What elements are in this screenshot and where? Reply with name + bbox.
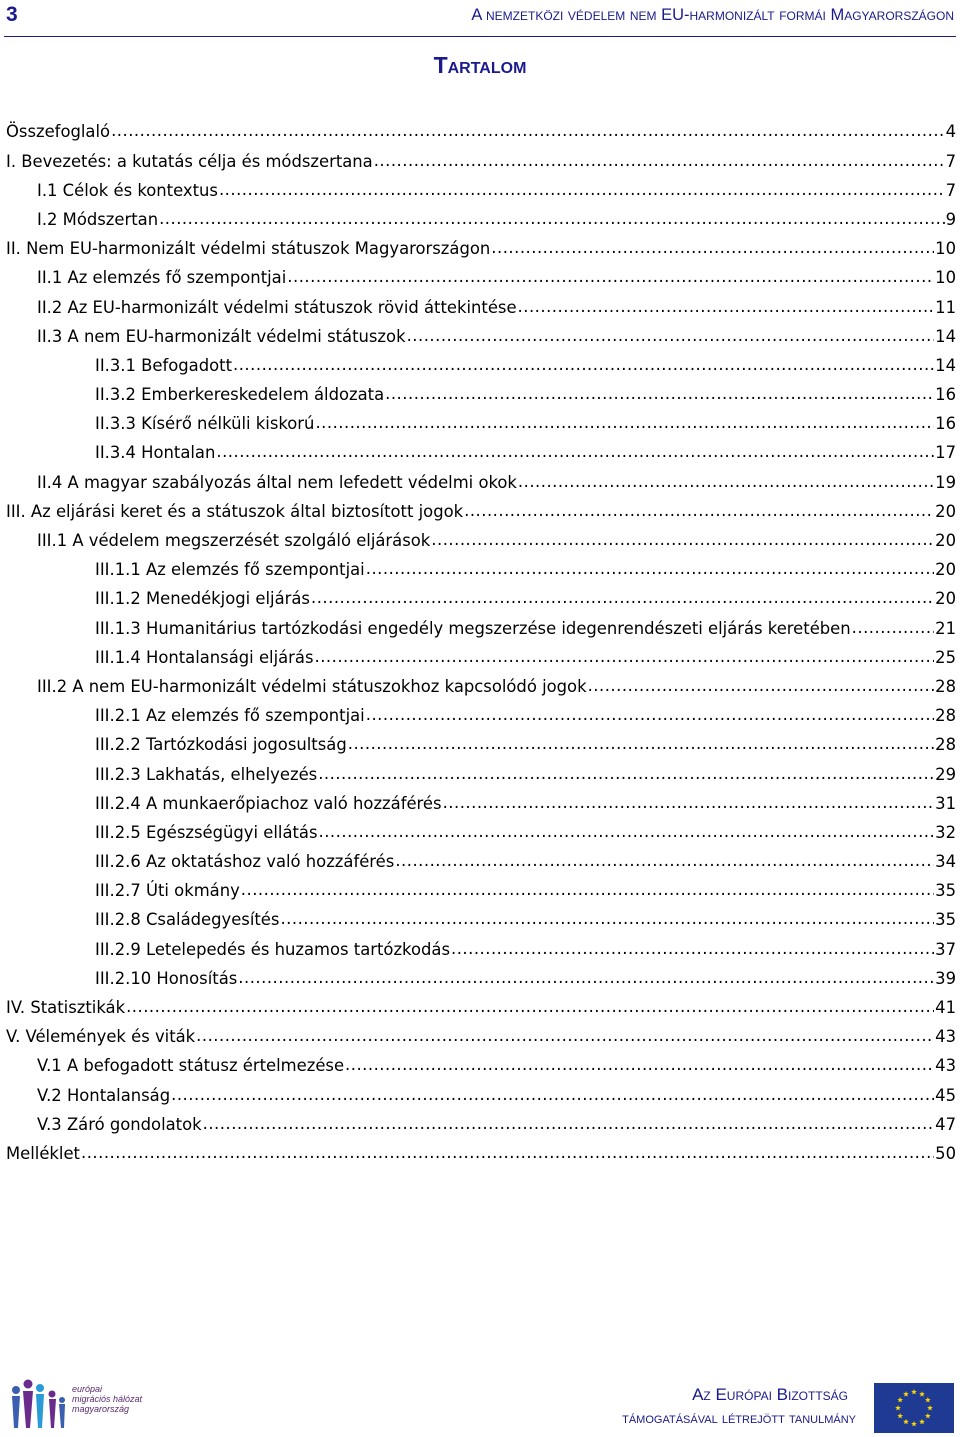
toc-entry-title: II.1 Az elemzés fő szempontjai: [37, 268, 287, 288]
toc-entry[interactable]: [6, 792, 956, 821]
toc-entry-page: 14: [935, 355, 956, 375]
toc-entry-title: III.2.3 Lakhatás, elhelyezés: [95, 764, 318, 784]
toc-entry[interactable]: [6, 1113, 956, 1142]
toc-entry-title: III.2.2 Tartózkodási jogosultság: [95, 735, 347, 755]
toc-entry-title: III. Az eljárási keret és a státuszok által biztosított jogok: [6, 501, 464, 521]
eu-flag-graphic: [874, 1383, 954, 1433]
toc-entry-title: I.2 Módszertan: [37, 209, 159, 229]
toc-entry[interactable]: [6, 997, 956, 1026]
toc-dot-leader: [852, 617, 934, 633]
toc-entry-page: 11: [935, 297, 956, 317]
toc-entry-page: 20: [935, 531, 956, 551]
toc-entry-page: 37: [935, 939, 956, 959]
toc-dot-leader: [319, 822, 935, 838]
toc-entry[interactable]: [6, 734, 956, 763]
toc-entry-title: Melléklet: [6, 1143, 80, 1163]
toc-entry-page: 29: [935, 764, 956, 784]
toc-entry-title: III.2.5 Egészségügyi ellátás: [95, 822, 318, 842]
toc-entry[interactable]: [6, 238, 956, 267]
toc-entry[interactable]: [6, 880, 956, 909]
running-title: A nemzetközi védelem nem EU-harmonizált formái Magyarországon: [471, 6, 954, 24]
toc-entry-title: V.1 A befogadott státusz értelmezése: [37, 1056, 345, 1076]
toc-dot-leader: [374, 150, 945, 166]
toc-entry[interactable]: [6, 413, 956, 442]
toc-dot-leader: [233, 355, 934, 371]
toc-entry[interactable]: [6, 1055, 956, 1084]
toc-dot-leader: [126, 997, 934, 1013]
toc-entry[interactable]: [6, 676, 956, 705]
toc-entry-title: III.2.1 Az elemzés fő szempontjai: [95, 706, 365, 726]
toc-entry-title: III.1.4 Hontalansági eljárás: [95, 647, 314, 667]
toc-entry-title: III.1.1 Az elemzés fő szempontjai: [95, 560, 365, 580]
toc-dot-leader: [280, 909, 934, 925]
eu-flag-icon: [874, 1383, 954, 1433]
toc-entry-title: III.2 A nem EU-harmonizált védelmi státuszokhoz kapcsolódó jogok: [37, 676, 587, 696]
toc-entry-page: 34: [935, 852, 956, 872]
toc-entry-title: II.3.2 Emberkereskedelem áldozata: [95, 385, 385, 405]
toc-entry-title: II.4 A magyar szabályozás által nem lefedett védelmi okok: [37, 472, 517, 492]
toc-entry-page: 45: [935, 1085, 956, 1105]
footer-line-1: Az Európai Bizottság: [692, 1385, 848, 1404]
toc-entry-page: 28: [935, 735, 956, 755]
emn-logo-text: [72, 1384, 142, 1414]
toc-entry-page: 31: [935, 793, 956, 813]
emn-logo-line: európai: [72, 1384, 103, 1394]
toc-entry-page: 20: [935, 560, 956, 580]
toc-dot-leader: [219, 179, 945, 195]
page-header: [0, 0, 960, 38]
toc-dot-leader: [431, 530, 934, 546]
toc-entry[interactable]: [6, 267, 956, 296]
toc-entry-page: 43: [935, 1027, 956, 1047]
toc-entry[interactable]: [6, 559, 956, 588]
toc-entry[interactable]: [6, 209, 956, 238]
toc-dot-leader: [385, 384, 934, 400]
emn-people-icon: [6, 1378, 68, 1430]
toc-dot-leader: [518, 296, 935, 312]
toc-entry-title: I.1 Célok és kontextus: [37, 180, 218, 200]
toc-dot-leader: [311, 588, 934, 604]
toc-entry-title: III.2.10 Honosítás: [95, 968, 238, 988]
toc-dot-leader: [366, 705, 934, 721]
toc-dot-leader: [366, 559, 934, 575]
toc-entry-page: 35: [935, 910, 956, 930]
toc-entry[interactable]: [6, 705, 956, 734]
toc-entry[interactable]: [6, 500, 956, 529]
toc-entry-title: III.1 A védelem megszerzését szolgáló eljárások: [37, 531, 431, 551]
toc-entry[interactable]: [6, 909, 956, 938]
toc-entry[interactable]: [6, 384, 956, 413]
toc-entry-page: 25: [935, 647, 956, 667]
toc-entry-title: III.2.8 Családegyesítés: [95, 910, 280, 930]
toc-entry-page: 28: [935, 676, 956, 696]
emn-logo-line: magyarország: [72, 1404, 130, 1414]
toc-entry[interactable]: [6, 938, 956, 967]
toc-title: Tartalom: [433, 52, 527, 78]
toc-entry-title: V.2 Hontalanság: [37, 1085, 171, 1105]
toc-dot-leader: [171, 1084, 934, 1100]
toc-dot-leader: [315, 646, 935, 662]
toc-entry[interactable]: [6, 325, 956, 354]
toc-dot-leader: [241, 880, 934, 896]
toc-entry-page: 35: [935, 881, 956, 901]
toc-dot-leader: [588, 676, 935, 692]
toc-dot-leader: [443, 792, 935, 808]
toc-entry-page: 28: [935, 706, 956, 726]
toc-entry-title: III.2.9 Letelepedés és huzamos tartózkodás: [95, 939, 450, 959]
toc-entry-page: 50: [935, 1143, 956, 1163]
footer-line-2: támogatásával létrejött tanulmány: [622, 1410, 856, 1427]
toc-dot-leader: [111, 121, 945, 137]
emn-logo-line: migrációs hálózat: [72, 1394, 143, 1404]
toc-entry[interactable]: [6, 530, 956, 559]
toc-entry[interactable]: [6, 646, 956, 675]
toc-entry-title: II.2 Az EU-harmonizált védelmi státuszok rövid áttekintése: [37, 297, 517, 317]
toc-dot-leader: [287, 267, 934, 283]
page-number: 3: [6, 3, 18, 26]
toc-entry[interactable]: [6, 150, 956, 179]
toc-entry[interactable]: [6, 967, 956, 996]
toc-dot-leader: [395, 851, 934, 867]
toc-entry-page: 7: [945, 180, 956, 200]
toc-dot-leader: [348, 734, 934, 750]
toc-entry-page: 10: [935, 239, 956, 259]
toc-entry[interactable]: [6, 355, 956, 384]
toc-entry-page: 4: [945, 122, 956, 142]
toc-entry-title: II.3.3 Kísérő nélküli kiskorú: [95, 414, 315, 434]
toc-entry-title: III.1.3 Humanitárius tartózkodási engedély megszerzése idegenrendészeti eljárás keretében: [95, 618, 851, 638]
toc-entry-title: I. Bevezetés: a kutatás célja és módszertana: [6, 151, 373, 171]
toc-dot-leader: [203, 1113, 935, 1129]
toc-entry-title: II. Nem EU-harmonizált védelmi státuszok Magyarországon: [6, 239, 491, 259]
toc-entry[interactable]: [6, 822, 956, 851]
toc-entry-page: 7: [945, 151, 956, 171]
toc-entry-page: 20: [935, 501, 956, 521]
toc-entry-page: 10: [935, 268, 956, 288]
toc-dot-leader: [216, 442, 934, 458]
toc-entry-page: 19: [935, 472, 956, 492]
toc-dot-leader: [451, 938, 934, 954]
toc-entry-title: III.2.6 Az oktatáshoz való hozzáférés: [95, 852, 395, 872]
toc-entry[interactable]: [6, 1084, 956, 1113]
table-of-contents: [6, 121, 956, 1172]
toc-dot-leader: [407, 325, 935, 341]
toc-entry-title: II.3.4 Hontalan: [95, 443, 216, 463]
header-rule: [4, 36, 956, 37]
toc-dot-leader: [345, 1055, 934, 1071]
toc-dot-leader: [81, 1143, 934, 1159]
toc-entry-page: 17: [935, 443, 956, 463]
toc-entry[interactable]: [6, 763, 956, 792]
toc-entry-title: Összefoglaló: [6, 122, 111, 142]
toc-entry-title: III.1.2 Menedékjogi eljárás: [95, 589, 310, 609]
toc-dot-leader: [238, 967, 934, 983]
toc-entry-title: V.3 Záró gondolatok: [37, 1114, 202, 1134]
toc-entry[interactable]: [6, 442, 956, 471]
toc-dot-leader: [159, 209, 944, 225]
toc-dot-leader: [464, 500, 934, 516]
toc-entry-page: 16: [935, 414, 956, 434]
toc-entry-page: 9: [945, 209, 956, 229]
toc-entry-page: 32: [935, 822, 956, 842]
toc-entry-title: II.3 A nem EU-harmonizált védelmi státuszok: [37, 326, 406, 346]
footer-credit: [622, 1383, 856, 1431]
toc-entry-title: IV. Statisztikák: [6, 998, 126, 1018]
toc-entry[interactable]: [6, 296, 956, 325]
toc-dot-leader: [196, 1026, 934, 1042]
toc-entry-title: III.2.4 A munkaerőpiachoz való hozzáférés: [95, 793, 442, 813]
toc-dot-leader: [491, 238, 934, 254]
toc-entry-page: 43: [935, 1056, 956, 1076]
toc-entry[interactable]: [6, 1026, 956, 1055]
toc-entry[interactable]: [6, 617, 956, 646]
toc-entry-page: 20: [935, 589, 956, 609]
toc-entry-page: 16: [935, 385, 956, 405]
emn-logo: [6, 1378, 146, 1430]
toc-dot-leader: [518, 471, 934, 487]
toc-entry[interactable]: [6, 1143, 956, 1172]
toc-entry-page: 47: [935, 1114, 956, 1134]
toc-entry[interactable]: [6, 179, 956, 208]
toc-dot-leader: [315, 413, 934, 429]
toc-entry[interactable]: [6, 851, 956, 880]
toc-dot-leader: [318, 763, 934, 779]
toc-entry-title: V. Vélemények és viták: [6, 1027, 196, 1047]
toc-entry-page: 41: [935, 998, 956, 1018]
toc-entry-page: 39: [935, 968, 956, 988]
toc-entry-page: 21: [935, 618, 956, 638]
toc-entry-page: 14: [935, 326, 956, 346]
toc-entry[interactable]: [6, 471, 956, 500]
toc-entry[interactable]: [6, 121, 956, 150]
toc-entry[interactable]: [6, 588, 956, 617]
toc-entry-title: II.3.1 Befogadott: [95, 355, 233, 375]
toc-entry-title: III.2.7 Úti okmány: [95, 881, 240, 901]
